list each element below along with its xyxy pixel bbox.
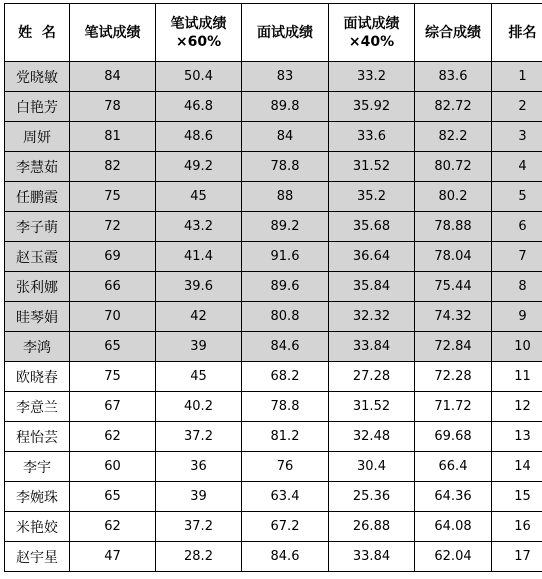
cell-written-pct: 42 <box>156 302 242 332</box>
table-row <box>5 392 542 422</box>
cell-total: 72.84 <box>415 332 492 362</box>
cell-written-pct: 40.2 <box>156 392 242 422</box>
header-written-pct-line2: ×60% <box>175 33 222 50</box>
cell-interview: 63.4 <box>242 482 329 512</box>
cell-interview-pct: 32.48 <box>329 422 415 452</box>
cell-interview: 89.8 <box>242 92 329 122</box>
cell-written-pct: 45 <box>156 182 242 212</box>
cell-interview-pct: 33.84 <box>329 542 415 572</box>
table-row <box>5 422 542 452</box>
cell-rank: 16 <box>492 512 542 542</box>
cell-rank: 7 <box>492 242 542 272</box>
cell-written: 72 <box>70 212 156 242</box>
table-row <box>5 62 542 92</box>
cell-interview-pct: 33.84 <box>329 332 415 362</box>
cell-written: 65 <box>70 332 156 362</box>
header-written-pct-line1: 笔试成绩 <box>170 15 227 32</box>
cell-total: 62.04 <box>415 542 492 572</box>
cell-rank: 17 <box>492 542 542 572</box>
header-written: 笔试成绩 <box>70 4 156 62</box>
cell-interview: 84.6 <box>242 542 329 572</box>
cell-rank: 15 <box>492 482 542 512</box>
cell-name: 赵玉霞 <box>5 242 70 272</box>
cell-interview: 81.2 <box>242 422 329 452</box>
cell-written-pct: 36 <box>156 452 242 482</box>
score-table <box>4 3 542 572</box>
table-row <box>5 212 542 242</box>
header-written-pct <box>156 4 242 62</box>
cell-interview-pct: 33.2 <box>329 62 415 92</box>
cell-interview-pct: 36.64 <box>329 242 415 272</box>
cell-total: 78.04 <box>415 242 492 272</box>
cell-written-pct: 37.2 <box>156 422 242 452</box>
cell-name: 党晓敏 <box>5 62 70 92</box>
header-rank: 排名 <box>492 4 542 62</box>
cell-name: 李子萌 <box>5 212 70 242</box>
cell-written: 75 <box>70 362 156 392</box>
table-row <box>5 152 542 182</box>
cell-interview: 89.2 <box>242 212 329 242</box>
cell-interview-pct: 35.92 <box>329 92 415 122</box>
cell-interview-pct: 31.52 <box>329 152 415 182</box>
cell-written-pct: 46.8 <box>156 92 242 122</box>
cell-interview: 80.8 <box>242 302 329 332</box>
header-row <box>5 4 542 62</box>
cell-written: 62 <box>70 422 156 452</box>
cell-written: 75 <box>70 182 156 212</box>
cell-total: 71.72 <box>415 392 492 422</box>
table-row <box>5 512 542 542</box>
cell-interview: 78.8 <box>242 392 329 422</box>
header-interview-pct <box>329 4 415 62</box>
table-row <box>5 452 542 482</box>
cell-rank: 5 <box>492 182 542 212</box>
cell-interview: 78.8 <box>242 152 329 182</box>
table-row <box>5 92 542 122</box>
cell-written: 69 <box>70 242 156 272</box>
cell-total: 82.2 <box>415 122 492 152</box>
cell-interview-pct: 30.4 <box>329 452 415 482</box>
table-row <box>5 482 542 512</box>
cell-written: 84 <box>70 62 156 92</box>
cell-written: 47 <box>70 542 156 572</box>
header-total: 综合成绩 <box>415 4 492 62</box>
cell-interview-pct: 33.6 <box>329 122 415 152</box>
cell-name: 欧晓春 <box>5 362 70 392</box>
cell-written-pct: 39.6 <box>156 272 242 302</box>
cell-name: 任鹏霞 <box>5 182 70 212</box>
cell-total: 83.6 <box>415 62 492 92</box>
cell-interview-pct: 35.68 <box>329 212 415 242</box>
cell-interview: 91.6 <box>242 242 329 272</box>
table-row <box>5 182 542 212</box>
cell-rank: 1 <box>492 62 542 92</box>
cell-interview-pct: 31.52 <box>329 392 415 422</box>
cell-interview-pct: 27.28 <box>329 362 415 392</box>
cell-written: 65 <box>70 482 156 512</box>
cell-interview: 67.2 <box>242 512 329 542</box>
cell-interview: 88 <box>242 182 329 212</box>
cell-written-pct: 28.2 <box>156 542 242 572</box>
cell-written-pct: 41.4 <box>156 242 242 272</box>
cell-rank: 6 <box>492 212 542 242</box>
cell-rank: 10 <box>492 332 542 362</box>
cell-interview-pct: 35.84 <box>329 272 415 302</box>
cell-rank: 14 <box>492 452 542 482</box>
header-interview-pct-line2: ×40% <box>348 33 395 50</box>
table-row <box>5 362 542 392</box>
cell-interview: 68.2 <box>242 362 329 392</box>
table-row <box>5 302 542 332</box>
cell-written: 82 <box>70 152 156 182</box>
cell-rank: 11 <box>492 362 542 392</box>
cell-name: 白艳芳 <box>5 92 70 122</box>
cell-name: 李婉珠 <box>5 482 70 512</box>
cell-total: 66.4 <box>415 452 492 482</box>
cell-rank: 13 <box>492 422 542 452</box>
cell-total: 80.2 <box>415 182 492 212</box>
cell-rank: 2 <box>492 92 542 122</box>
cell-total: 64.08 <box>415 512 492 542</box>
cell-name: 李宇 <box>5 452 70 482</box>
cell-written-pct: 43.2 <box>156 212 242 242</box>
table-row <box>5 242 542 272</box>
cell-written: 62 <box>70 512 156 542</box>
cell-interview: 84.6 <box>242 332 329 362</box>
cell-written-pct: 39 <box>156 482 242 512</box>
cell-interview: 76 <box>242 452 329 482</box>
cell-written: 70 <box>70 302 156 332</box>
cell-interview: 83 <box>242 62 329 92</box>
cell-interview-pct: 25.36 <box>329 482 415 512</box>
cell-written: 66 <box>70 272 156 302</box>
cell-written-pct: 37.2 <box>156 512 242 542</box>
cell-written-pct: 45 <box>156 362 242 392</box>
cell-interview-pct: 32.32 <box>329 302 415 332</box>
cell-total: 82.72 <box>415 92 492 122</box>
cell-name: 赵宇星 <box>5 542 70 572</box>
header-interview-pct-line1: 面试成绩 <box>343 15 400 32</box>
cell-interview-pct: 26.88 <box>329 512 415 542</box>
cell-written: 78 <box>70 92 156 122</box>
cell-rank: 4 <box>492 152 542 182</box>
cell-name: 周妍 <box>5 122 70 152</box>
cell-name: 李慧茹 <box>5 152 70 182</box>
cell-total: 72.28 <box>415 362 492 392</box>
cell-name: 李鸿 <box>5 332 70 362</box>
cell-written-pct: 50.4 <box>156 62 242 92</box>
cell-name: 李意兰 <box>5 392 70 422</box>
table-row <box>5 122 542 152</box>
cell-rank: 8 <box>492 272 542 302</box>
header-name: 姓 名 <box>5 4 70 62</box>
cell-interview: 89.6 <box>242 272 329 302</box>
cell-name: 张利娜 <box>5 272 70 302</box>
cell-rank: 12 <box>492 392 542 422</box>
table-body <box>5 62 542 572</box>
cell-written: 67 <box>70 392 156 422</box>
cell-name: 米艳姣 <box>5 512 70 542</box>
cell-total: 78.88 <box>415 212 492 242</box>
cell-written-pct: 48.6 <box>156 122 242 152</box>
table-row <box>5 272 542 302</box>
cell-interview: 84 <box>242 122 329 152</box>
cell-name: 眭琴娟 <box>5 302 70 332</box>
cell-total: 74.32 <box>415 302 492 332</box>
cell-written-pct: 49.2 <box>156 152 242 182</box>
cell-rank: 9 <box>492 302 542 332</box>
cell-name: 程怡芸 <box>5 422 70 452</box>
cell-written: 81 <box>70 122 156 152</box>
cell-written: 60 <box>70 452 156 482</box>
cell-total: 80.72 <box>415 152 492 182</box>
cell-rank: 3 <box>492 122 542 152</box>
cell-total: 64.36 <box>415 482 492 512</box>
cell-interview-pct: 35.2 <box>329 182 415 212</box>
table-row <box>5 332 542 362</box>
table-row <box>5 542 542 572</box>
cell-total: 69.68 <box>415 422 492 452</box>
cell-total: 75.44 <box>415 272 492 302</box>
cell-written-pct: 39 <box>156 332 242 362</box>
header-interview: 面试成绩 <box>242 4 329 62</box>
